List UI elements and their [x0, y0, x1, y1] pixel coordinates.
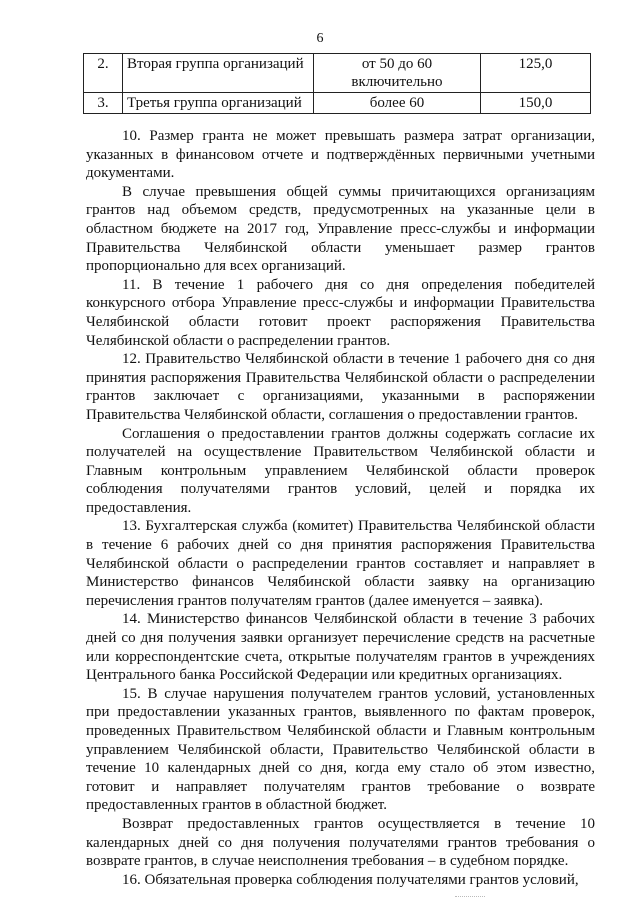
page-number: 6	[316, 31, 324, 46]
table-row	[84, 54, 591, 93]
paragraph-budget-excess: В случае превышения общей суммы причитающихся организациям грантов над объемом средств, предусмотренных на указанные цели в областном бюджете на 2017 год, Управление пресс-службы и информации Правительства Челябинской области уменьшает размер грантов пропорционально для всех организаций.	[86, 183, 595, 275]
group-name: Вторая группа организаций	[123, 54, 314, 93]
grant-value: 125,0	[481, 54, 591, 93]
paragraph-16: 16. Обязательная проверка соблюдения получателями грантов условий,	[122, 871, 579, 888]
paragraph-15: 15. В случае нарушения получателем грантов условий, установленных при предоставлении указанных грантов, выявленного по фактам проверок, проведенных Правительством Челябинской области и Главным контрольным управлением Челябинской области, Правительство Челябинской области в течение 10 календарных дней со дня, когда ему стало об этом известно, готовит и направляет получателям грантов требование о возврате предоставленных грантов в областной бюджет.	[86, 685, 595, 814]
body-text	[86, 127, 595, 889]
paragraph-10: 10. Размер гранта не может превышать размера затрат организации, указанных в финансовом отчете и подтверждённых первичными учетными документами.	[86, 128, 595, 182]
paragraph-11: 11. В течение 1 рабочего дня со дня определения победителей конкурсного отбора Управление пресс-службы и информации Правительства Челябинской области готовит проект распоряжения Правительства Челябинской области о распределении грантов.	[86, 276, 595, 349]
paragraph-14: 14. Министерство финансов Челябинской области в течение 3 рабочих дней со дня получения заявки организует перечисление средств на расчетные или корреспондентские счета, открытые получателям грантов в учреждениях Центрального банка Российской Федерации или кредитных организациях.	[86, 611, 595, 684]
group-name: Третья группа организаций	[123, 93, 314, 114]
grant-groups-table	[83, 53, 591, 114]
grant-value: 150,0	[481, 93, 591, 114]
row-number: 3.	[84, 93, 123, 114]
group-range: от 50 до 60 включительно	[314, 54, 481, 93]
paragraph-12: 12. Правительство Челябинской области в течение 1 рабочего дня со дня принятия распоряжения Правительства Челябинской области о распределении грантов заключает с организациями, указанными в распоряжении Правительства Челябинской области, соглашения о предоставлении грантов.	[86, 351, 595, 423]
scan-artifact-divider	[455, 896, 485, 897]
row-number: 2.	[84, 54, 123, 93]
paragraph-return: Возврат предоставленных грантов осуществляется в течение 10 календарных дней со дня получения получателями грантов требования о возврате грантов, в случае неисполнения требования – в судебном порядке.	[86, 815, 595, 870]
group-range: более 60	[314, 93, 481, 114]
paragraph-13: 13. Бухгалтерская служба (комитет) Правительства Челябинской области в течение 6 рабочих дней со дня принятия распоряжения Правительства Челябинской области о распределении грантов составляет и направляет в Министерство финансов Челябинской области заявку на организацию перечисления грантов получателям грантов (далее именуется – заявка).	[86, 518, 595, 609]
paragraph-agreements: Соглашения о предоставлении грантов должны содержать согласие их получателей на осуществление Правительством Челябинской области и Главным контрольным управлением Челябинской области проверок соблюдения получателями грантов условий, целей и порядка их предоставления.	[86, 425, 595, 516]
table-row	[84, 93, 591, 114]
